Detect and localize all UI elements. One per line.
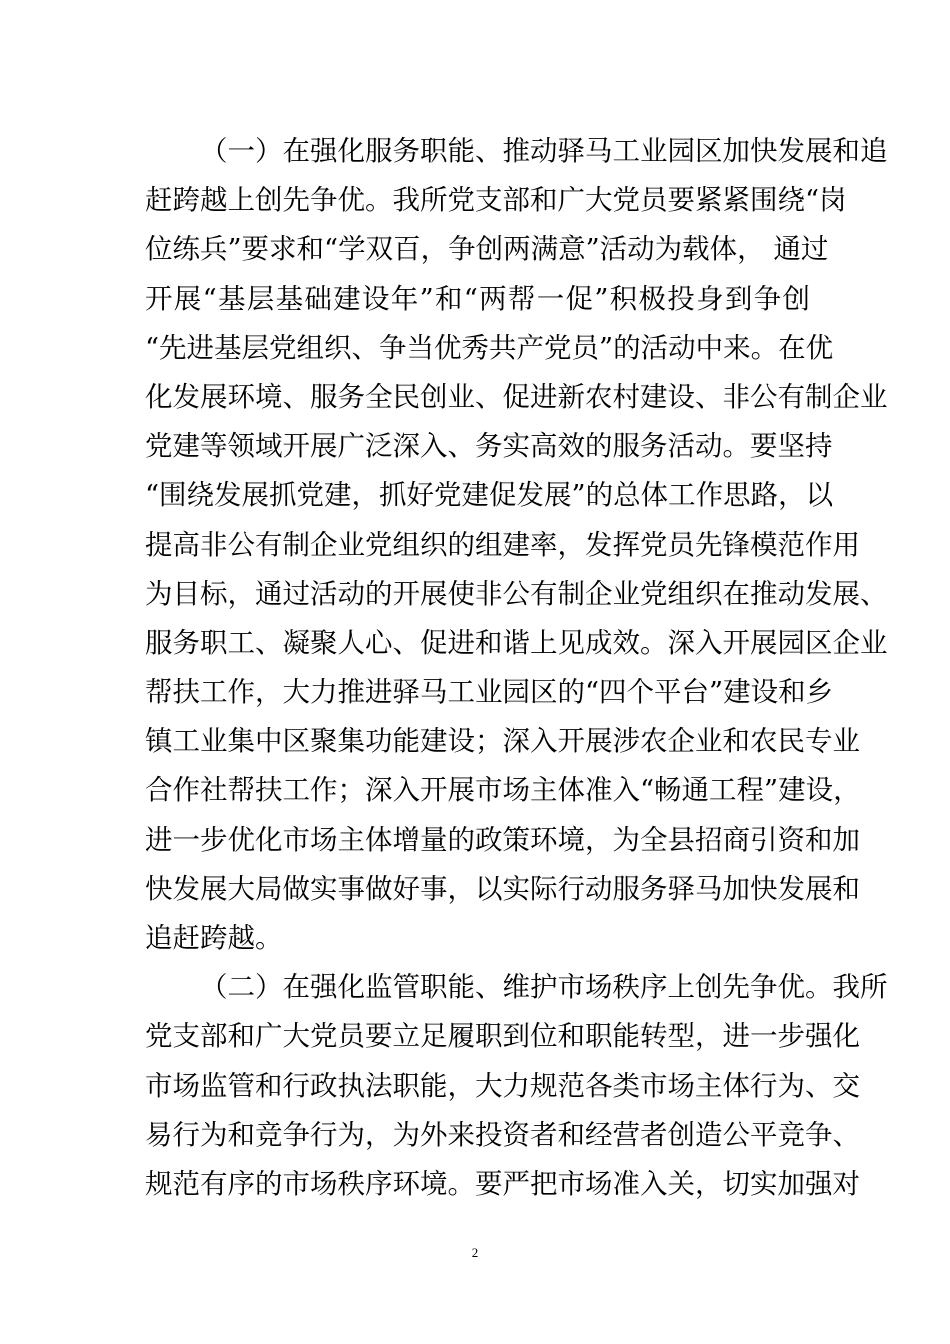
text-line: 易行为和竞争行为，为外来投资者和经营者创造公平竞争、 (145, 1118, 860, 1151)
text-line: 提高非公有制企业党组织的组建率，发挥党员先锋模范作用 (145, 528, 860, 561)
text-line: 赶跨越上创先争优。我所党支部和广大党员要紧紧围绕“岗 (145, 184, 847, 217)
text-line: 追赶跨越。 (145, 922, 283, 954)
text-line: 为目标，通过活动的开展使非公有制企业党组织在推动发展、 (145, 577, 888, 610)
text-line: （一）在强化服务职能、推动驿马工业园区加快发展和追 (200, 135, 888, 167)
text-line: 规范有序的市场秩序环境。要严把市场准入关，切实加强对 (145, 1167, 860, 1200)
text-line: （二）在强化监管职能、维护市场秩序上创先争优。我所 (200, 971, 888, 1004)
page-number: 2 (471, 1245, 479, 1260)
body-text (145, 127, 888, 1209)
text-line: 化发展环境、服务全民创业、促进新农村建设、非公有制企业 (145, 380, 888, 413)
text-line: 服务职工、凝聚人心、促进和谐上见成效。深入开展园区企业 (145, 626, 888, 659)
text-line: “先进基层党组织、争当优秀共产党员”的活动中来。在优 (145, 331, 834, 364)
text-line: “围绕发展抓党建，抓好党建促发展”的总体工作思路，以 (145, 479, 834, 512)
text-line: 党支部和广大党员要立足履职到位和职能转型，进一步强化 (145, 1020, 860, 1053)
text-line: 帮扶工作，大力推进驿马工业园区的“四个平台”建设和乡 (145, 676, 834, 709)
text-line: 市场监管和行政执法职能，大力规范各类市场主体行为、交 (145, 1069, 860, 1102)
text-line: 开展“基层基础建设年”和“两帮一促”积极投身到争创 (145, 282, 810, 315)
text-line: 合作社帮扶工作；深入开展市场主体准入“畅通工程”建设， (145, 774, 861, 807)
text-line: 党建等领域开展广泛深入、务实高效的服务活动。要坚持 (145, 430, 833, 463)
text-line: 镇工业集中区聚集功能建设；深入开展涉农企业和农民专业 (145, 725, 860, 758)
text-line: 位练兵”要求和“学双百，争创两满意”活动为载体， 通过 (145, 233, 829, 266)
text-line: 进一步优化市场主体增量的政策环境，为全县招商引资和加 (145, 823, 860, 856)
text-line: 快发展大局做实事做好事，以实际行动服务驿马加快发展和 (145, 872, 860, 905)
